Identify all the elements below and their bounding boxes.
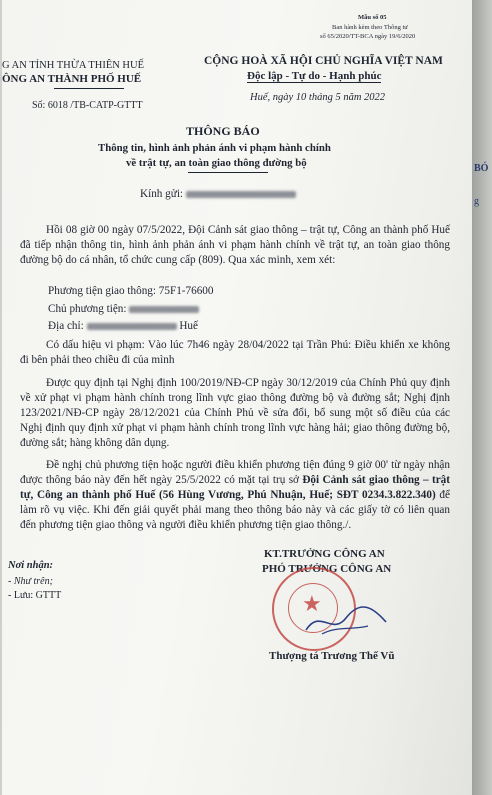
notice-subtitle-2: về trật tự, an toàn giao thông đường bộ (126, 157, 307, 169)
recipient-item-1: - Như trên; (8, 576, 53, 587)
form-number: Mẫu số 05 (358, 14, 387, 21)
address-label: Địa chỉ: (48, 320, 87, 332)
recipients-heading: Nơi nhận: (8, 560, 54, 571)
owner-line (48, 302, 199, 318)
recipient-line (140, 187, 296, 203)
paragraph-request (20, 458, 450, 533)
republic-name: CỘNG HOÀ XÃ HỘI CHỦ NGHĨA VIỆT NAM (204, 55, 443, 67)
recipient-item-2: - Lưu: GTTT (8, 590, 62, 601)
paragraph-violation: Có dấu hiệu vi phạm: Vào lúc 7h46 ngày 28/04/2022 tại Trần Phú: Điều khiển xe không đi bên phải theo chiều đi của mình (20, 339, 450, 366)
form-circular: số 65/2020/TT-BCA ngày 19/6/2020 (320, 33, 416, 40)
signature-title-1: KT.TRƯỞNG CÔNG AN (264, 548, 385, 560)
agency-parent: G AN TỈNH THỪA THIÊN HUẾ (2, 60, 145, 71)
address-line (48, 319, 198, 335)
document-page (2, 0, 472, 795)
request-location: Đội Cảnh sát giao thông – trật tự, Công an thành phố Huế (56 Hùng Vương, Phú Nhuận, Huế; SĐT 0234.3.822.340) (20, 474, 451, 501)
document-number: Số: 6018 /TB-CATP-GTTT (32, 100, 143, 111)
handwritten-signature (302, 600, 392, 640)
signer-name: Thượng tá Trương Thế Vũ (269, 650, 395, 662)
request-closing: để làm rõ vụ việc. Khi đến giải quyết phải mang theo thông báo này và các giấy tờ có liên quan đến phương tiện giao thông và người điều khiển phương tiện giao thông./. (20, 489, 450, 531)
address-city: Huế (179, 320, 198, 332)
redacted-recipient (186, 191, 296, 198)
agency-divider (54, 88, 124, 89)
paragraph-legal-basis: Được quy định tại Nghị định 100/2019/NĐ-CP ngày 30/12/2019 của Chính Phủ quy định về xử phạt vi phạm hành chính trong lĩnh vực giao thông đường bộ và đường sắt; Nghị định 123/2021/NĐ-CP ngày 28/12/2021 của Chính Phủ về sửa đổi, bổ sung một số điều của các Nghị định quy định xử phạt vi phạm hành chính trong lĩnh vực hàng hải; giao thông đường bộ, đường sắt; hàng không dân dụng. (20, 377, 450, 449)
paragraph-intro: Hồi 08 giờ 00 ngày 07/5/2022, Đội Cảnh sát giao thông – trật tự, Công an thành phố Huế đã tiếp nhận thông tin, hình ảnh phản ánh vi phạm hành chính về trật tự, an toàn giao thông đường bộ do cá nhân, tổ chức cung cấp (809). Qua xác minh, xem xét: (20, 224, 450, 266)
place-date: Huế, ngày 10 tháng 5 năm 2022 (250, 92, 386, 103)
national-motto: Độc lập - Tự do - Hạnh phúc (247, 70, 382, 82)
signature-title-2: PHÓ TRƯỞNG CÔNG AN (262, 563, 392, 575)
owner-label: Chủ phương tiện: (48, 303, 130, 315)
title-divider (188, 172, 268, 173)
edge-fragment-1: BÓ (474, 163, 489, 174)
redacted-owner (129, 306, 199, 313)
notice-subtitle-1: Thông tin, hình ảnh phản ánh vi phạm hành chính (98, 142, 331, 154)
page-edge-shadow (472, 0, 492, 795)
seal-star-icon: ★ (302, 591, 322, 616)
agency-name: ÔNG AN THÀNH PHỐ HUẾ (2, 73, 142, 85)
edge-fragment-2: g (474, 196, 479, 207)
notice-title: THÔNG BÁO (186, 124, 260, 138)
request-text: Đề nghị chủ phương tiện hoặc người điều khiển phương tiện đúng 9 giờ 00' từ ngày nhận được thông báo này đến hết ngày 25/5/2022 có mặt tại trụ sở (20, 459, 450, 486)
recipient-label: Kính gửi: (140, 188, 186, 200)
redacted-address (87, 323, 177, 330)
form-issued-with: Ban hành kèm theo Thông tư (332, 24, 408, 31)
vehicle-line: Phương tiện giao thông: 75F1-76600 (48, 285, 214, 297)
